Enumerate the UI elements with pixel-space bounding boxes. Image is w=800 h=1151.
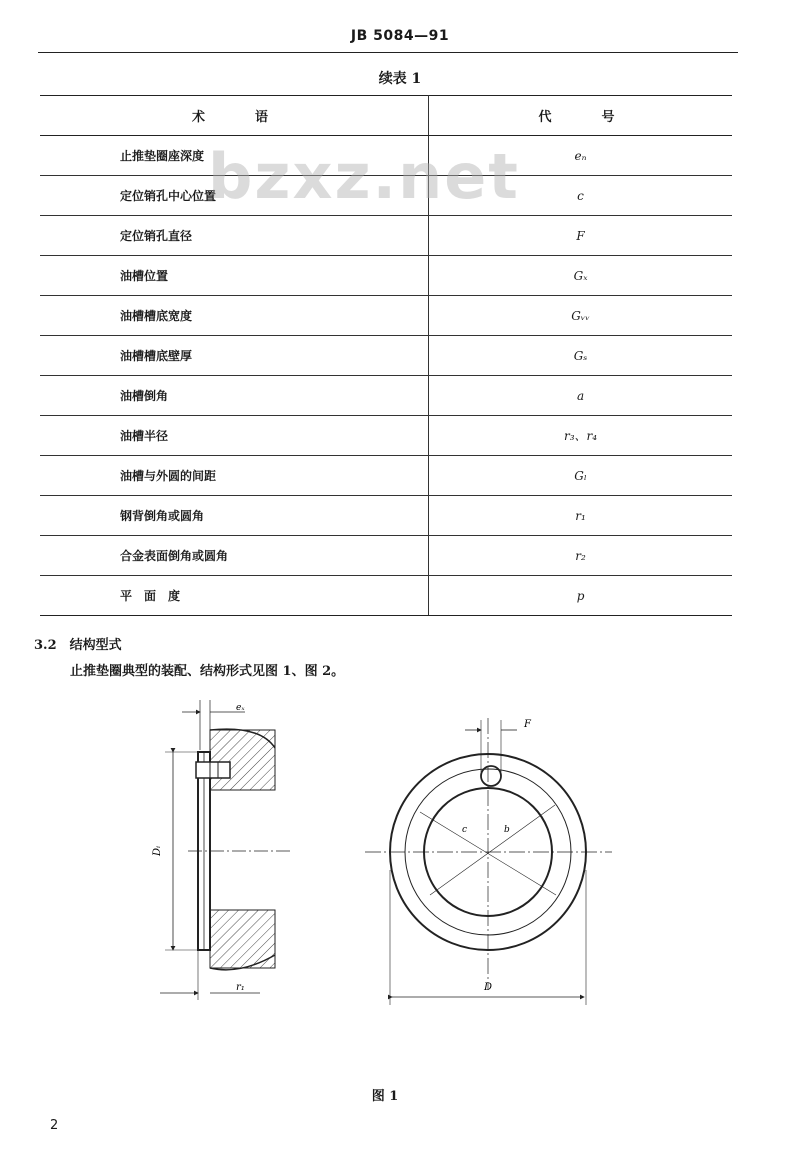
table-row	[40, 456, 732, 496]
figure-caption: 图 1	[371, 1089, 399, 1104]
symbol-cell: F	[429, 216, 732, 256]
symbol-cell: Gₓ	[429, 256, 732, 296]
label-left-dim: Dᵢ	[152, 845, 163, 856]
term-cell: 油槽槽底宽度	[40, 296, 429, 336]
front-view	[365, 718, 612, 1005]
term-cell: 止推垫圈座深度	[40, 136, 429, 176]
label-radius-c: c	[462, 825, 468, 835]
section-text: 止推垫圈典型的装配、结构形式见图 1、图 2。	[70, 664, 345, 679]
term-cell: 油槽槽底壁厚	[40, 336, 429, 376]
symbol-cell: r₁	[429, 496, 732, 536]
term-cell: 油槽与外圆的间距	[40, 456, 429, 496]
table-row	[40, 416, 732, 456]
table-row	[40, 376, 732, 416]
symbol-cell: Gₗ	[429, 456, 732, 496]
symbol-cell: Gᵥᵥ	[429, 296, 732, 336]
column-header-term: 术 语	[40, 96, 429, 136]
standard-code: JB 5084—91	[350, 28, 450, 44]
symbol-cell: a	[429, 376, 732, 416]
watermark: bzxz.net	[208, 140, 520, 213]
term-cell: 定位销孔直径	[40, 216, 429, 256]
figure-1-drawing	[0, 690, 800, 1080]
symbol-cell: r₂	[429, 536, 732, 576]
table-row	[40, 296, 732, 336]
section-heading: 3.2 结构型式	[34, 638, 122, 653]
label-top-dim: eₓ	[236, 703, 245, 713]
label-pin-dim: F	[524, 719, 531, 730]
symbol-cell: c	[429, 176, 732, 216]
symbol-cell: p	[429, 576, 732, 616]
term-cell: 钢背倒角或圆角	[40, 496, 429, 536]
label-diameter: D	[484, 982, 493, 993]
table-title: 续表 1	[378, 71, 422, 87]
table-row	[40, 336, 732, 376]
term-cell: 油槽倒角	[40, 376, 429, 416]
term-cell: 平 面 度	[40, 576, 429, 616]
table-row	[40, 576, 732, 616]
label-radius-b: b	[504, 825, 510, 835]
term-cell: 合金表面倒角或圆角	[40, 536, 429, 576]
table-row	[40, 536, 732, 576]
sectional-view	[160, 700, 290, 1000]
term-cell: 油槽半径	[40, 416, 429, 456]
page-number: 2	[50, 1118, 59, 1133]
column-header-symbol: 代 号	[429, 96, 732, 136]
header-rule	[38, 52, 738, 53]
symbol-cell: eₙ	[429, 136, 732, 176]
symbol-cell: Gₛ	[429, 336, 732, 376]
symbol-cell: r₃、r₄	[429, 416, 732, 456]
term-cell: 定位销孔中心位置	[40, 176, 429, 216]
term-cell: 油槽位置	[40, 256, 429, 296]
table-row	[40, 216, 732, 256]
table-row	[40, 256, 732, 296]
table-header-row	[40, 96, 732, 136]
label-bottom-dim: r₁	[236, 982, 245, 993]
table-row	[40, 496, 732, 536]
